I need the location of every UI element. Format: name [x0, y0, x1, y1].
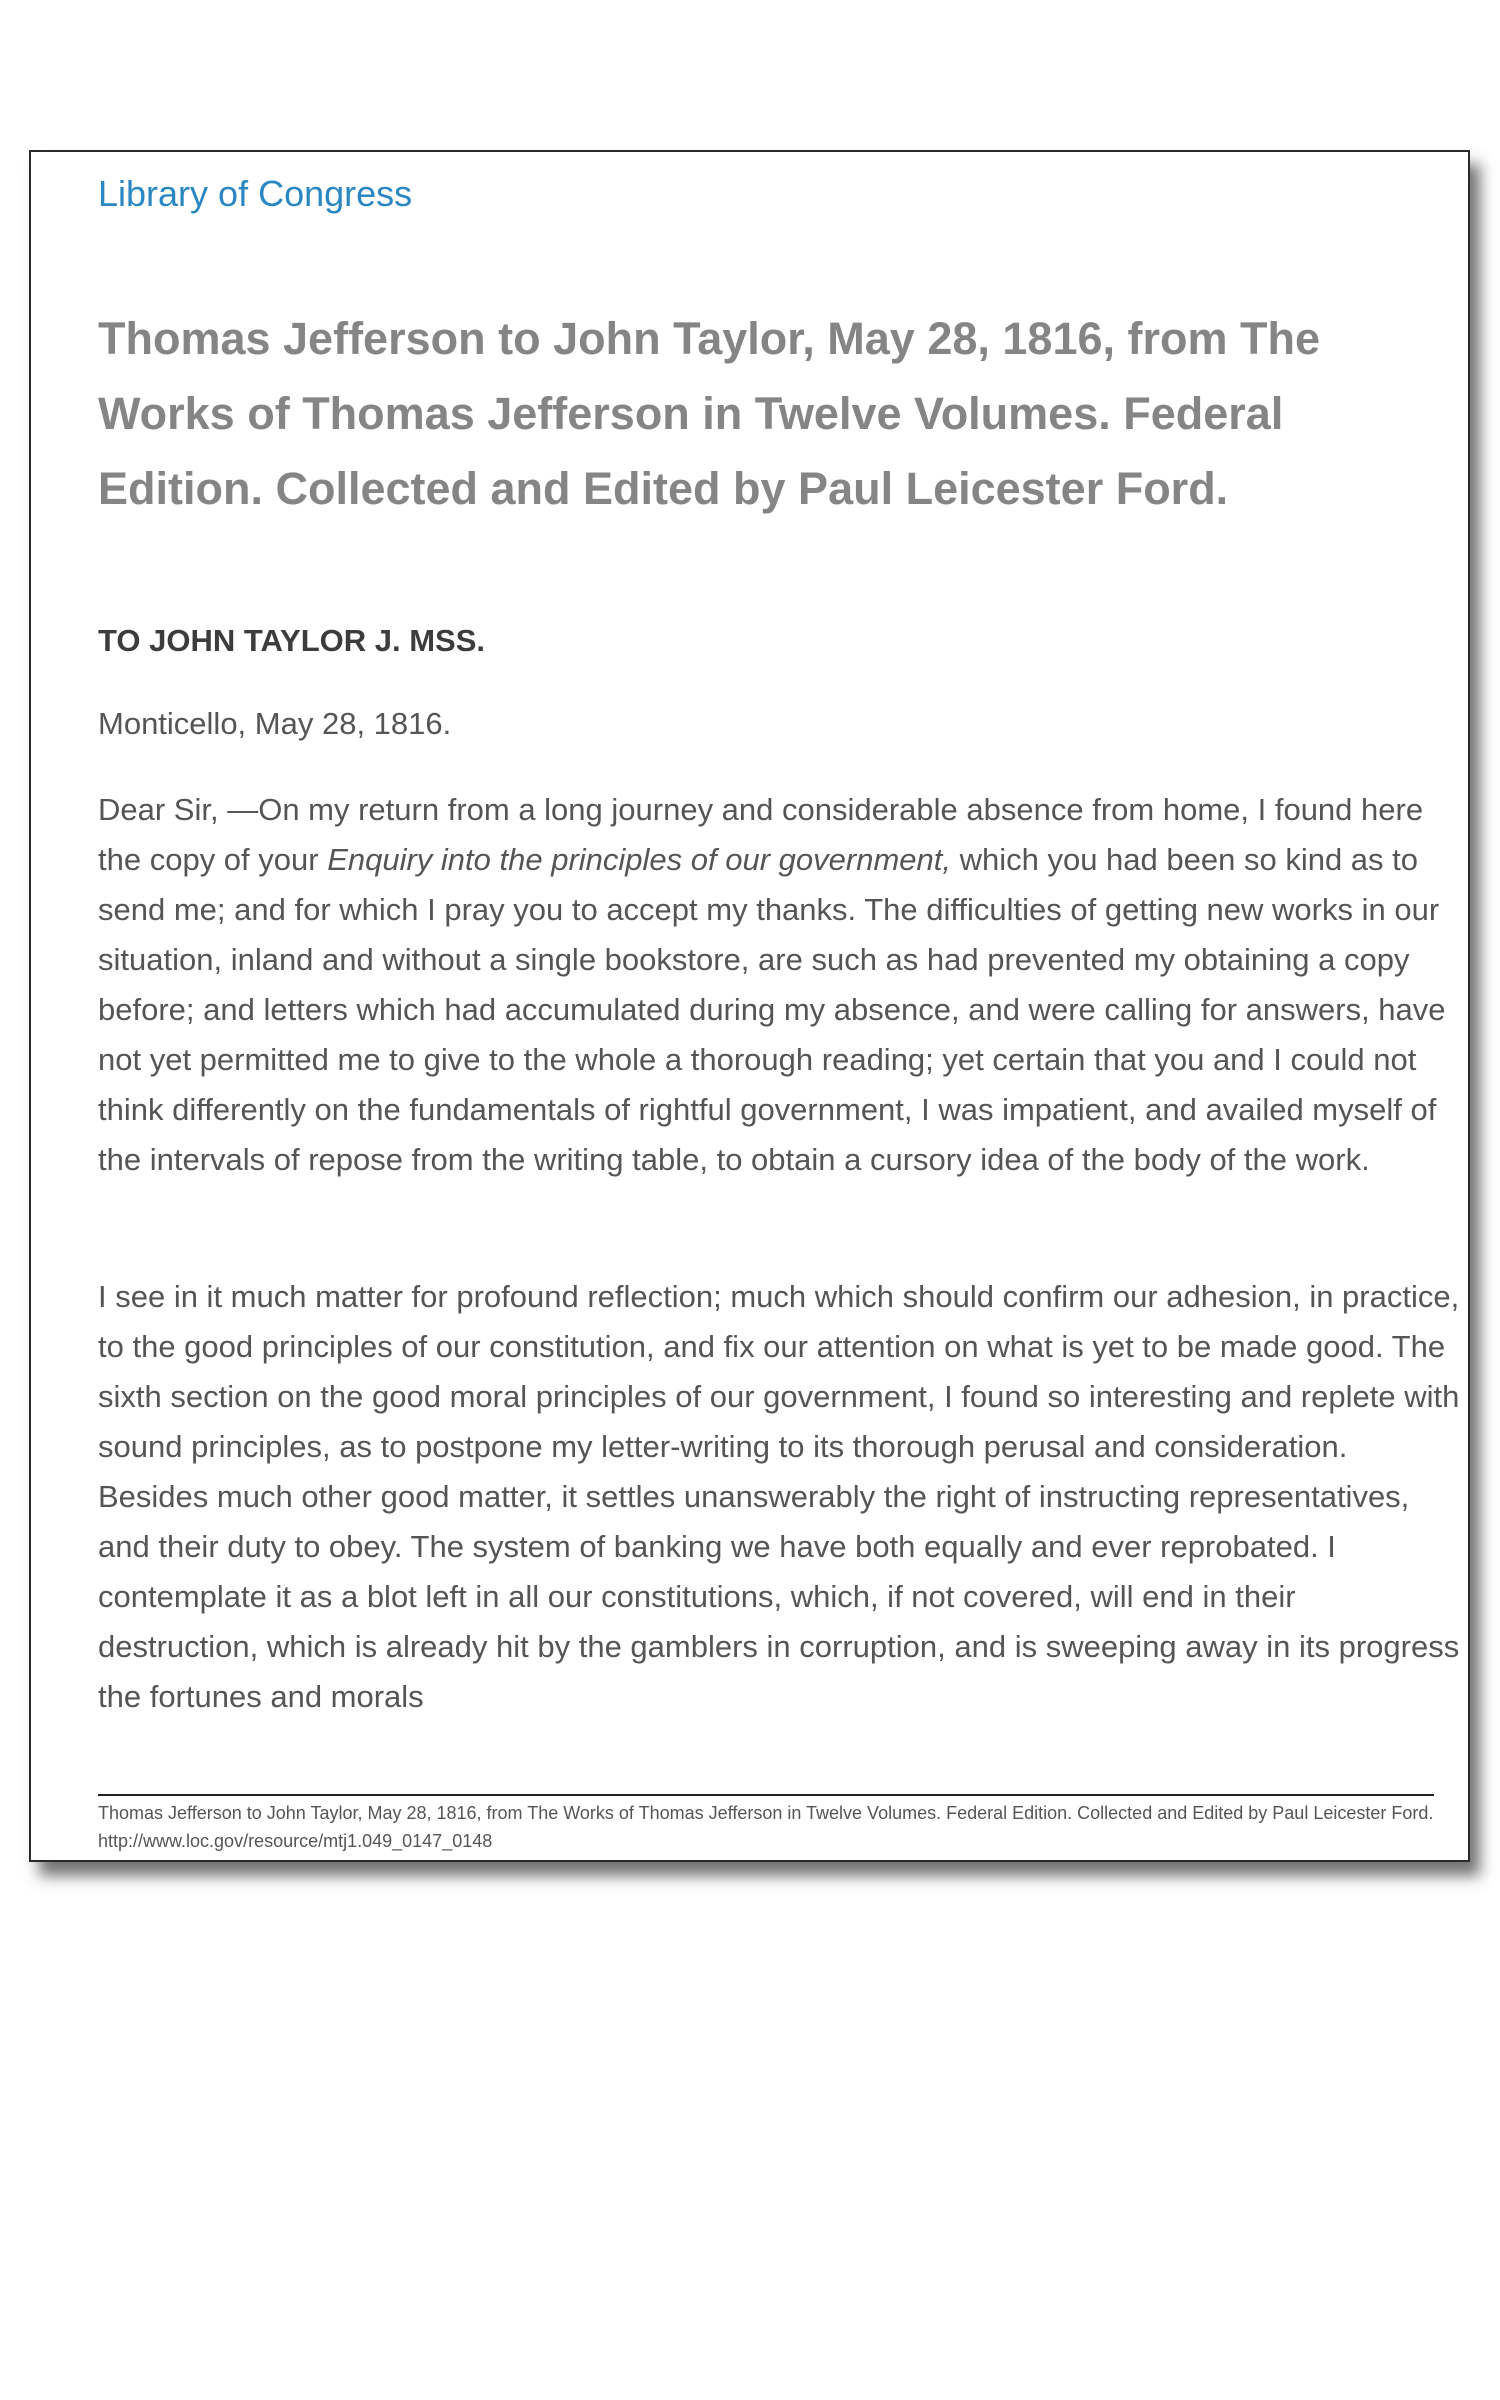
letter-paragraph-2: I see in it much matter for profound reflection; much which should confirm our adhesion, in practice, to the good principles of our constitution, and fix our attention on what is yet to be made good. The sixth section on the good moral principles of our government, I found so interesting and replete with sound principles, as to postpone my letter-writing to its thorough perusal and consideration. Besides much other good matter, it settles unanswerably the right of instructing representatives, and their duty to obey. The system of banking we have both equally and ever reprobated. I contemplate it as a blot left in all our constitutions, which, if not covered, will end in their destruction, which is already hit by the gamblers in corruption, and is sweeping away in its progress the fortunes and morals [98, 1279, 1460, 1714]
footer-divider [98, 1794, 1434, 1796]
document-page [29, 150, 1470, 1862]
book-title-italic: Enquiry into the principles of our government, [327, 842, 951, 877]
recipient-heading: TO JOHN TAYLOR J. MSS. [98, 623, 486, 658]
paragraph-1-opening: Dear Sir, —On my return from a long journey and considerable absence from home, I found here the copy of your [98, 792, 1424, 877]
paragraph-1-rest: which you had been so kind as to send me; and for which I pray you to accept my thanks. The difficulties of getting new works in our situation, inland and without a single bookstore, are such as had prevented my obtaining a copy before; and letters which had accumulated during my absence, and were calling for answers, have not yet permitted me to give to the whole a thorough reading; yet certain that you and I could not think differently on the fundamentals of rightful government, I was impatient, and availed myself of the intervals of repose from the writing table, to obtain a cursory idea of the body of the work. [98, 842, 1446, 1177]
footer-citation: Thomas Jefferson to John Taylor, May 28, 1816, from The Works of Thomas Jefferson in Twelve Volumes. Federal Edition. Collected and Edited by Paul Leicester Ford. http://www.loc.gov/resource/mtj1.049_0147_0148 [98, 1803, 1434, 1851]
document-title: Thomas Jefferson to John Taylor, May 28, 1816, from The Works of Thomas Jefferson in Twelve Volumes. Federal Edition. Collected and Edited by Paul Leicester Ford. [98, 313, 1321, 514]
letter-dateline: Monticello, May 28, 1816. [98, 706, 452, 741]
library-of-congress-link[interactable]: Library of Congress [98, 173, 413, 214]
letter-paragraph-1 [98, 785, 1463, 1185]
